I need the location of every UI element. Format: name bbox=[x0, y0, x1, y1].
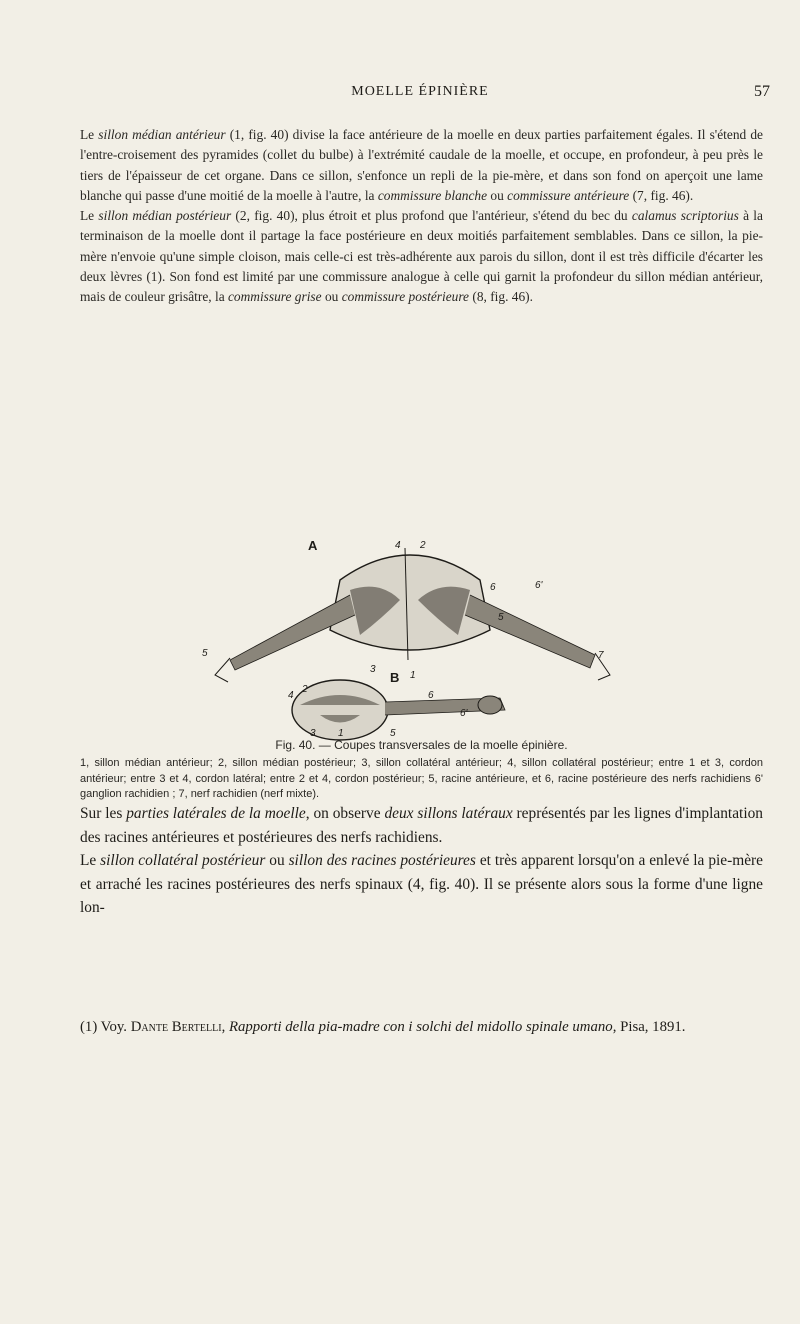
text-run: , on observe bbox=[305, 805, 385, 822]
section-a-illustration bbox=[215, 548, 610, 682]
text-run: ou bbox=[487, 187, 508, 203]
label-b-1: 1 bbox=[338, 728, 344, 739]
page-number: 57 bbox=[754, 83, 770, 100]
section-b-illustration bbox=[292, 680, 505, 740]
label-a-6: 6 bbox=[490, 582, 496, 593]
text-run: Le bbox=[80, 208, 99, 224]
running-title: MOELLE ÉPINIÈRE bbox=[351, 84, 489, 99]
label-a-4: 4 bbox=[395, 540, 401, 551]
label-a-5-left: 5 bbox=[202, 648, 208, 659]
italic-term: sillon médian postérieur bbox=[98, 208, 232, 224]
italic-term: commissure postérieure bbox=[341, 289, 470, 305]
caption-legend: 1, sillon médian antérieur; 2, sillon médian postérieur; 3, sillon collatéral antérieur; 4, sillon collatéral postérieur; entre 1 et 3, cordon antérieur; entre 3 et 4, cordon latéral; entre 2 et 4, cordon postérieur; 5, racine antérieure, et 6, racine postérieure des nerfs rachidiens 6' ganglion rachidien ; 7, nerf rachidien (nerf mixte). bbox=[80, 757, 763, 800]
spinal-cord-sections bbox=[190, 540, 630, 740]
label-b-3: 3 bbox=[310, 728, 316, 739]
text-run: (7, fig. 46). bbox=[629, 187, 694, 203]
text-run: Le bbox=[80, 852, 101, 870]
label-a-1: 1 bbox=[410, 670, 416, 681]
italic-term: deux sillons latéraux bbox=[384, 805, 513, 822]
text-run: (1) Voy. bbox=[80, 1019, 131, 1035]
paragraph bbox=[80, 125, 763, 206]
section-b-letter: B bbox=[390, 670, 400, 685]
text-run: et très apparent lorsqu'on a enlevé la pie-mère et arraché les racines postérieures des nerfs spinaux (4, fig. 40). Il se présente alors sous la forme d'une ligne lon- bbox=[80, 852, 763, 917]
label-b-6: 6 bbox=[428, 690, 434, 701]
text-run: (8, fig. 46). bbox=[469, 289, 533, 305]
italic-term: sillon collatéral postérieur bbox=[100, 852, 266, 870]
italic-term: calamus scriptorius bbox=[631, 208, 739, 224]
footnote bbox=[80, 1018, 763, 1036]
text-run: ou bbox=[265, 852, 289, 870]
label-b-4: 4 bbox=[288, 690, 294, 701]
text-run: , Pisa, 1891. bbox=[612, 1019, 686, 1035]
label-a-6prime: 6' bbox=[535, 580, 543, 591]
text-run: Le bbox=[80, 127, 99, 142]
paragraph bbox=[80, 849, 763, 920]
caption-title: Fig. 40. — Coupes transversales de la moelle épinière. bbox=[275, 738, 568, 752]
body-text-upper bbox=[80, 125, 763, 308]
label-a-2: 2 bbox=[420, 540, 426, 551]
text-run: (1, fig. 40) divise la face antérieure de la moelle en deux parties parfaitement égales. Il s'étend de l'entre-croisement des pyramides (collet du bulbe) à l'extrémité caudale de la moelle, et occupe, en profondeur, à peu près le tiers de l'épaisseur de cet organe. Dans ce sillon, s'enfonce un repli de la pie-mère, et dans son fond on aperçoit une lame blanche qui passe d'une moitié de la moelle à l'autre, la bbox=[80, 127, 763, 203]
label-b-2: 2 bbox=[302, 684, 308, 695]
text-run: représentés par les lignes d'implantation des racines antérieures et postérieures des nerfs rachidiens. bbox=[80, 805, 763, 846]
text-run: Sur les bbox=[80, 805, 127, 822]
label-a-3: 3 bbox=[370, 664, 376, 675]
label-b-5: 5 bbox=[390, 728, 396, 739]
italic-term: sillon des racines postérieures bbox=[288, 852, 476, 870]
text-run: ou bbox=[321, 289, 342, 305]
italic-term: Rapporti della pia-madre con i solchi del midollo spinale umano bbox=[228, 1019, 613, 1035]
figure-caption bbox=[80, 738, 763, 803]
text-run: , bbox=[221, 1019, 229, 1035]
italic-term: commissure antérieure bbox=[507, 187, 630, 203]
italic-term: sillon médian antérieur bbox=[98, 127, 226, 142]
text-run: à la terminaison de la moelle dont il partage la face postérieure en deux moitiés parfaitement semblables. Dans ce sillon, la pie-mère n'envoie qu'une simple cloison, mais celle-ci est très-adhérente aux parois du sillon, dont il est très difficile d'écarter les deux lèvres (1). Son fond est limité par une commissure analogue à celle qui garnit la profondeur du sillon médian antérieur, mais de couleur grisâtre, la bbox=[80, 208, 763, 305]
label-b-6prime: 6' bbox=[460, 708, 468, 719]
page-header bbox=[70, 84, 770, 106]
italic-term: parties latérales de la moelle bbox=[126, 805, 306, 822]
label-a-5: 5 bbox=[498, 612, 504, 623]
italic-term: commissure blanche bbox=[377, 187, 488, 203]
label-a-7: 7 bbox=[598, 650, 604, 661]
paragraph bbox=[80, 802, 763, 849]
paragraph bbox=[80, 206, 763, 307]
text-run: (2, fig. 40), plus étroit et plus profond que l'antérieur, s'étend du bec du bbox=[231, 208, 632, 224]
italic-term: commissure grise bbox=[227, 289, 322, 305]
section-a-letter: A bbox=[308, 538, 318, 553]
author-name: Dante Bertelli bbox=[130, 1019, 222, 1035]
body-text-lower bbox=[80, 802, 763, 920]
